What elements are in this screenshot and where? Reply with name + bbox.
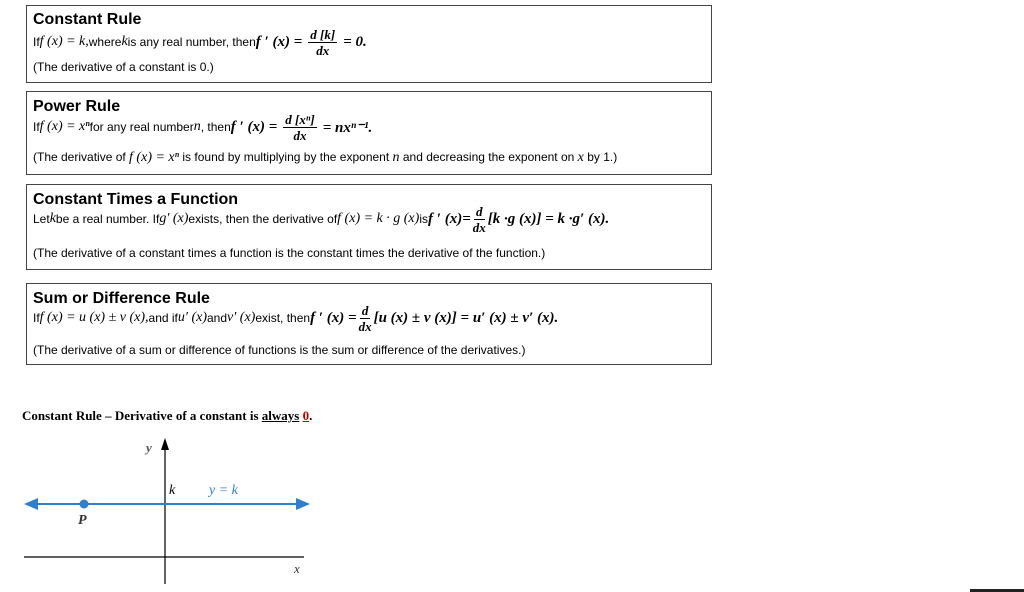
derivative-fraction <box>473 204 486 235</box>
constant-line-left-arrow <box>24 498 38 510</box>
fraction-denominator: dx <box>472 219 486 235</box>
point-p-label: P <box>78 513 87 528</box>
sum-difference-rule-statement <box>33 298 558 338</box>
constant-rule-statement <box>33 22 367 62</box>
statement-text: Let <box>33 212 50 226</box>
fraction-denominator: dx <box>358 318 372 334</box>
y-axis-arrowhead <box>161 438 169 450</box>
power-rule-box <box>26 91 712 175</box>
statement-text: exist, then <box>255 311 311 325</box>
fraction-numerator: d <box>476 203 483 219</box>
statement-text: If <box>33 35 40 49</box>
derivative-result: = 0. <box>343 33 367 50</box>
statement-text: for any real number <box>89 120 194 134</box>
statement-text: be a real number. If <box>55 212 160 226</box>
note-text: by 1.) <box>583 150 618 164</box>
line-equation-label: y = k <box>209 483 238 498</box>
note-function: f (x) = xⁿ <box>129 150 180 165</box>
caption-text: Constant Rule – Derivative of a constant is <box>22 408 262 423</box>
constant-rule-caption <box>22 408 312 424</box>
note-variable-n: n <box>392 150 400 165</box>
constant-rule-title: Constant Rule <box>33 11 142 28</box>
y-axis-label: y <box>146 440 152 455</box>
function-expression: f (x) = k, <box>39 34 89 49</box>
derivative-result: [k ·g (x)] = k ·g′ (x). <box>487 210 610 227</box>
caption-zero: 0 <box>302 408 310 423</box>
fraction-denominator: dx <box>293 127 307 143</box>
fraction-denominator: dx <box>316 42 330 58</box>
v-prime-expression: v′ (x) <box>227 310 256 325</box>
caption-always: always <box>261 408 300 423</box>
variable-k: k <box>49 211 56 226</box>
derivative-notation: f ′ (x)= <box>427 210 471 227</box>
note-text: and decreasing the exponent on <box>399 150 578 164</box>
constant-times-function-title: Constant Times a Function <box>33 191 239 208</box>
derivative-fraction <box>308 27 337 58</box>
derivative-notation: f ′ (x) = <box>230 118 278 135</box>
power-rule-title: Power Rule <box>33 98 121 115</box>
derivative-fraction <box>359 303 372 334</box>
derivative-result: = nxⁿ⁻¹. <box>322 119 373 136</box>
derivative-notation: f ′ (x) = <box>310 309 357 326</box>
statement-text: is any real number, then <box>127 35 256 49</box>
x-axis-label: x <box>294 561 300 576</box>
sum-difference-rule-title: Sum or Difference Rule <box>33 290 210 307</box>
g-prime-expression: g′ (x) <box>159 211 189 226</box>
u-prime-expression: u′ (x) <box>177 310 207 325</box>
constant-times-function-box <box>26 184 712 270</box>
statement-text: , then <box>200 120 231 134</box>
fraction-numerator: d <box>361 302 369 318</box>
note-text: is found by multiplying by the exponent <box>179 150 393 164</box>
statement-text: exists, then the derivative of <box>188 212 338 226</box>
variable-k: k <box>121 34 128 49</box>
fraction-numerator: d [xⁿ] <box>285 111 315 127</box>
function-expression: f (x) = u (x) ± v (x), <box>39 310 149 325</box>
derivative-notation: f ′ (x) = <box>255 33 303 50</box>
derivative-result: [u (x) ± v (x)] = u′ (x) ± v′ (x). <box>373 309 559 326</box>
point-p <box>80 500 89 509</box>
caption-period: . <box>309 408 313 423</box>
function-expression: f (x) = xⁿ <box>39 119 90 134</box>
fraction-numerator: d [k] <box>310 26 336 42</box>
statement-text: where <box>88 35 122 49</box>
statement-text: If <box>33 311 40 325</box>
derivative-fraction <box>283 112 316 143</box>
constant-times-function-statement <box>33 199 609 239</box>
power-rule-statement <box>33 107 372 147</box>
power-rule-note <box>33 150 617 166</box>
statement-text: If <box>33 120 40 134</box>
constant-function-graph <box>20 432 320 588</box>
function-expression: f (x) = k · g (x) <box>337 211 420 226</box>
statement-text: and if <box>148 311 178 325</box>
constant-rule-note: (The derivative of a constant is 0.) <box>33 60 214 74</box>
variable-n: n <box>193 119 201 134</box>
constant-line-right-arrow <box>296 498 310 510</box>
statement-text: and <box>207 311 228 325</box>
k-label: k <box>169 483 176 498</box>
statement-text: is <box>419 212 428 226</box>
sum-difference-rule-note: (The derivative of a sum or difference of functions is the sum or difference of the derivatives.) <box>33 343 526 357</box>
sum-difference-rule-box <box>26 283 712 365</box>
note-variable-x: x <box>577 150 584 165</box>
constant-times-function-note: (The derivative of a constant times a function is the constant times the derivative of the function.) <box>33 246 546 260</box>
note-text: (The derivative of <box>33 150 130 164</box>
constant-rule-box <box>26 5 712 83</box>
